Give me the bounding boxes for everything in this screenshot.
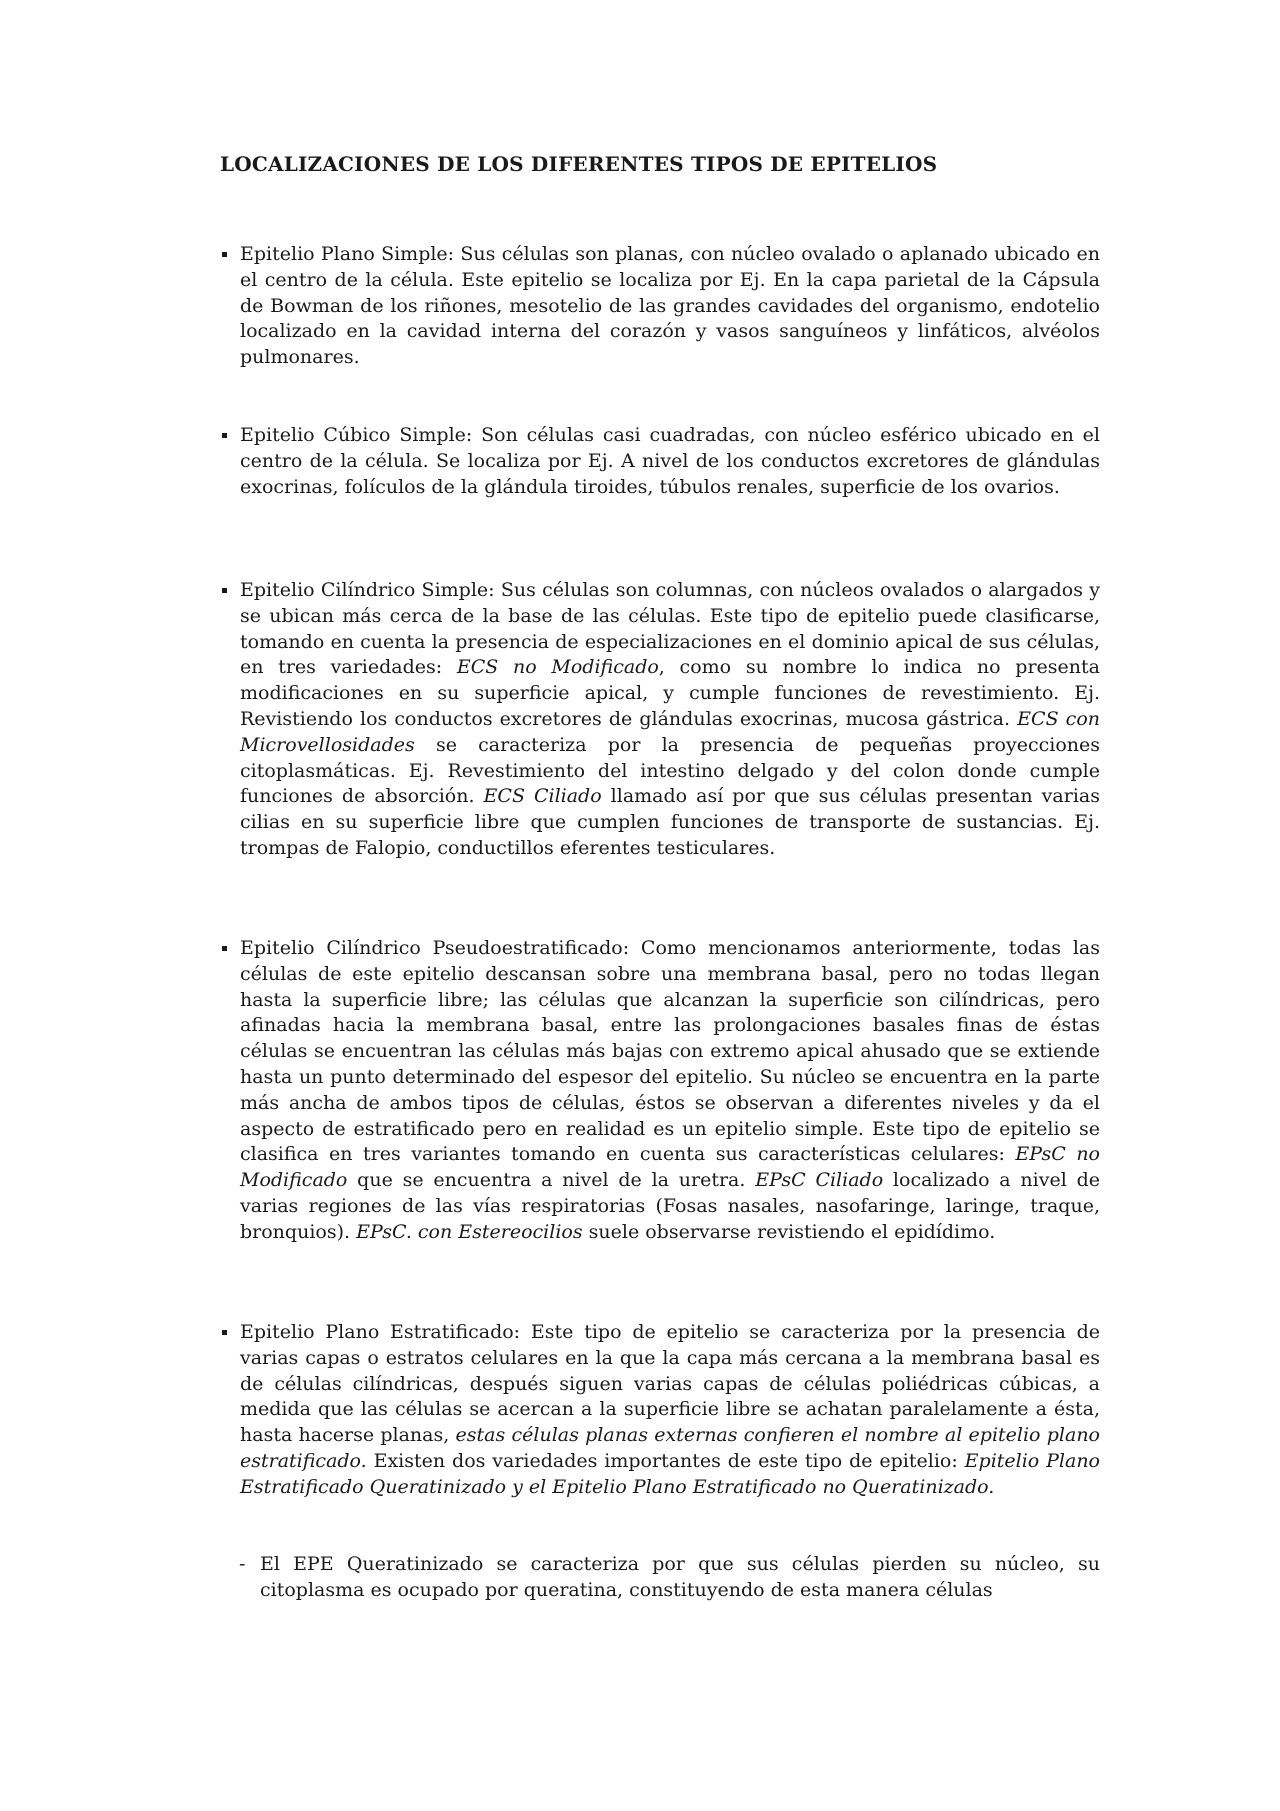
paragraph-text: se caracteriza por la presencia de pequeñas proyecciones citoplasmáticas. Ej. Revestimiento del intestino delgado y del colon donde cumple funciones de absorción.	[240, 733, 1100, 808]
emphasis-text: EPsC. con Estereocilios	[356, 1220, 583, 1243]
bullet-icon	[222, 588, 227, 593]
list-item-epitelio-cubico-simple	[240, 423, 1100, 500]
bullet-icon	[222, 433, 227, 438]
paragraph-text: , como su nombre lo indica no presenta modificaciones en su superficie apical, y cumple funciones de revestimiento. Ej. Revistiendo los conductos excretores de glándulas exocrinas, mucosa gástrica.	[240, 656, 1100, 730]
paragraph-text: localizado a nivel de varias regiones de las vías respiratorias (Fosas nasales, nasofaringe, laringe, traque, bronquios).	[240, 1169, 1100, 1243]
paragraph-text: Epitelio Cilíndrico Simple: Sus células son columnas, con núcleos ovalados o alargados y se ubican más cerca de la base de las células. Este tipo de epitelio puede clasificarse, tomando en cuenta la presencia de especializaciones en el dominio apical de sus células, en tres variedades:	[240, 579, 1100, 679]
emphasis-text: EPsC Ciliado	[755, 1169, 884, 1192]
paragraph	[240, 578, 1100, 862]
list-item-epitelio-cilindrico-simple	[240, 578, 1100, 862]
paragraph	[240, 242, 1100, 371]
emphasis-text: ECS con Microvellosidades	[240, 707, 1101, 756]
bullet-icon	[222, 946, 227, 951]
paragraph-text: El EPE Queratinizado se caracteriza por que sus células pierden su núcleo, su citoplasma es ocupado por queratina, constituyendo de esta manera células	[260, 1553, 1100, 1601]
paragraph-text: que se encuentra a nivel de la uretra.	[347, 1169, 756, 1192]
emphasis-text: estas células planas externas confieren el nombre al epitelio plano estratificado.	[240, 1424, 1100, 1472]
emphasis-text: EPsC no Modificado	[240, 1143, 1100, 1192]
bullet-icon	[222, 1330, 227, 1335]
paragraph-text: Epitelio Cúbico Simple: Son células casi cuadradas, con núcleo esférico ubicado en el centro de la célula. Se localiza por Ej. A nivel de los conductos excretores de glándulas exocrinas, folículos de la glándula tiroides, túbulos renales, superficie de los ovarios.	[240, 424, 1100, 498]
paragraph	[240, 936, 1100, 1246]
paragraph-text: Epitelio Cilíndrico Pseudoestratificado: Como mencionamos anteriormente, todas las células de este epitelio descansan sobre una membrana basal, pero no todas llegan hasta la superficie libre; las células que alcanzan la superficie son cilíndricas, pero afinadas hacia la membrana basal, entre las prolongaciones basales finas de éstas células se encuentran las células más bajas con extremo apical ahusado que se extiende hasta un punto determinado del espesor del epitelio. Su núcleo se encuentra en la parte más ancha de ambos tipos de células, éstos se observan a diferentes niveles y da el aspecto de estratificado pero en realidad es un epitelio simple. Este tipo de epitelio se clasifica en tres variantes tomando en cuenta sus características celulares:	[240, 937, 1100, 1166]
paragraph-text: suele observarse revistiendo el epidídimo.	[582, 1220, 996, 1243]
paragraph	[240, 1320, 1100, 1501]
paragraph-text: llamado así por que sus células presentan varias cilias en su superficie libre que cumplen funciones de transporte de sustancias. Ej. trompas de Falopio, conductillos eferentes testiculares.	[240, 785, 1100, 859]
emphasis-text: ECS Ciliado	[483, 785, 602, 808]
bullet-icon	[222, 252, 227, 257]
paragraph	[240, 423, 1100, 500]
paragraph-text: Epitelio Plano Simple: Sus células son planas, con núcleo ovalado o aplanado ubicado en el centro de la célula. Este epitelio se localiza por Ej. En la capa parietal de la Cápsula de Bowman de los riñones, mesotelio de las grandes cavidades del organismo, endotelio localizado en la cavidad interna del corazón y vasos sanguíneos y linfáticos, alvéolos pulmonares.	[240, 243, 1100, 369]
paragraph	[260, 1552, 1100, 1604]
emphasis-text: Epitelio Plano Estratificado Queratinizado y el Epitelio Plano Estratificado no Queratinizado.	[240, 1449, 1100, 1498]
dash-marker: -	[239, 1553, 246, 1575]
paragraph-text: Epitelio Plano Estratificado: Este tipo de epitelio se caracteriza por la presencia de varias capas o estratos celulares en la que la capa más cercana a la membrana basal es de células cilíndricas, después siguen varias capas de células poliédricas cúbicas, a medida que las células se acercan a la superficie libre se achatan paralelamente a ésta, hasta hacerse planas,	[240, 1321, 1100, 1447]
list-item-epitelio-plano-estratificado	[240, 1320, 1100, 1501]
list-item-epitelio-pseudoestratificado	[240, 936, 1100, 1246]
list-item-epitelio-plano-simple	[240, 242, 1100, 371]
sub-list-item-epe-queratinizado	[239, 1552, 1100, 1604]
paragraph-text: Existen dos variedades importantes de este tipo de epitelio:	[366, 1449, 965, 1472]
emphasis-text: ECS no Modificado	[456, 656, 659, 679]
page-title: LOCALIZACIONES DE LOS DIFERENTES TIPOS DE EPITELIOS	[220, 152, 938, 176]
